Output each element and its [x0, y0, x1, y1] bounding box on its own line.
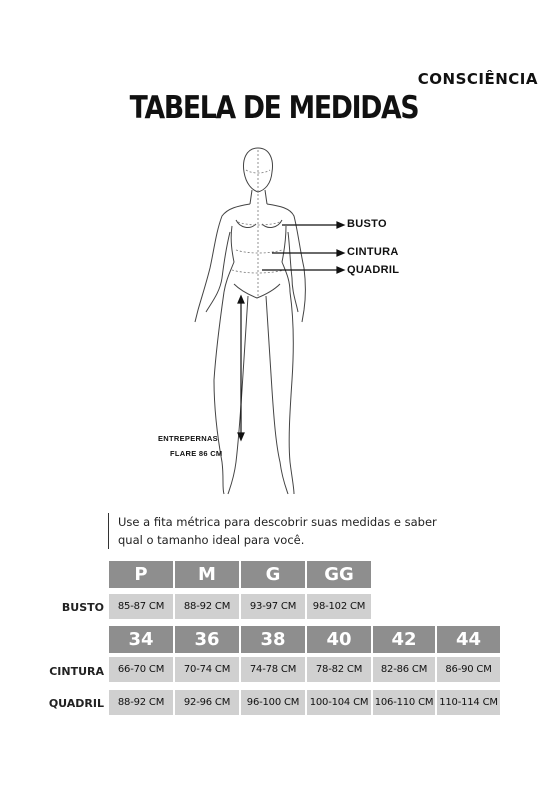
quadril-value-40: 100-104 CM [307, 690, 371, 715]
size-header-38: 38 [241, 626, 305, 653]
quadril-value-38: 96-100 CM [241, 690, 305, 715]
size-header-42: 42 [373, 626, 435, 653]
cintura-value-36: 70-74 CM [175, 657, 239, 682]
cintura-row-label: CINTURA [49, 665, 104, 678]
size-header-gg: GG [307, 561, 371, 588]
busto-value-g: 93-97 CM [241, 594, 305, 619]
quadril-value-36: 92-96 CM [175, 690, 239, 715]
cintura-value-42: 82-86 CM [373, 657, 435, 682]
busto-value-p: 85-87 CM [109, 594, 173, 619]
busto-row-label: BUSTO [61, 601, 104, 614]
size-header-36: 36 [175, 626, 239, 653]
busto-value-m: 88-92 CM [175, 594, 239, 619]
size-header-p: P [109, 561, 173, 588]
page-title: TABELA DE MEDIDAS [129, 90, 419, 126]
flare-label: FLARE 86 CM [170, 449, 223, 458]
intro-text: Use a fita métrica para descobrir suas medidas e saber qual o tamanho ideal para você. [108, 513, 438, 549]
busto-value-gg: 98-102 CM [307, 594, 371, 619]
size-header-40: 40 [307, 626, 371, 653]
quadril-value-34: 88-92 CM [109, 690, 173, 715]
cintura-value-40: 78-82 CM [307, 657, 371, 682]
size-header-g: G [241, 561, 305, 588]
quadril-row-label: QUADRIL [48, 697, 104, 710]
size-header-m: M [175, 561, 239, 588]
quadril-label: QUADRIL [347, 264, 400, 276]
quadril-value-42: 106-110 CM [373, 690, 435, 715]
cintura-value-44: 86-90 CM [437, 657, 500, 682]
busto-label: BUSTO [347, 218, 387, 230]
entrepernas-label: ENTREPERNAS [158, 434, 218, 443]
body-figure-illustration [0, 140, 548, 500]
cintura-value-38: 74-78 CM [241, 657, 305, 682]
size-header-34: 34 [109, 626, 173, 653]
brand-logo: CONSCIÊNCIA [417, 70, 538, 88]
cintura-value-34: 66-70 CM [109, 657, 173, 682]
size-header-44: 44 [437, 626, 500, 653]
cintura-label: CINTURA [347, 246, 399, 258]
quadril-value-44: 110-114 CM [437, 690, 500, 715]
